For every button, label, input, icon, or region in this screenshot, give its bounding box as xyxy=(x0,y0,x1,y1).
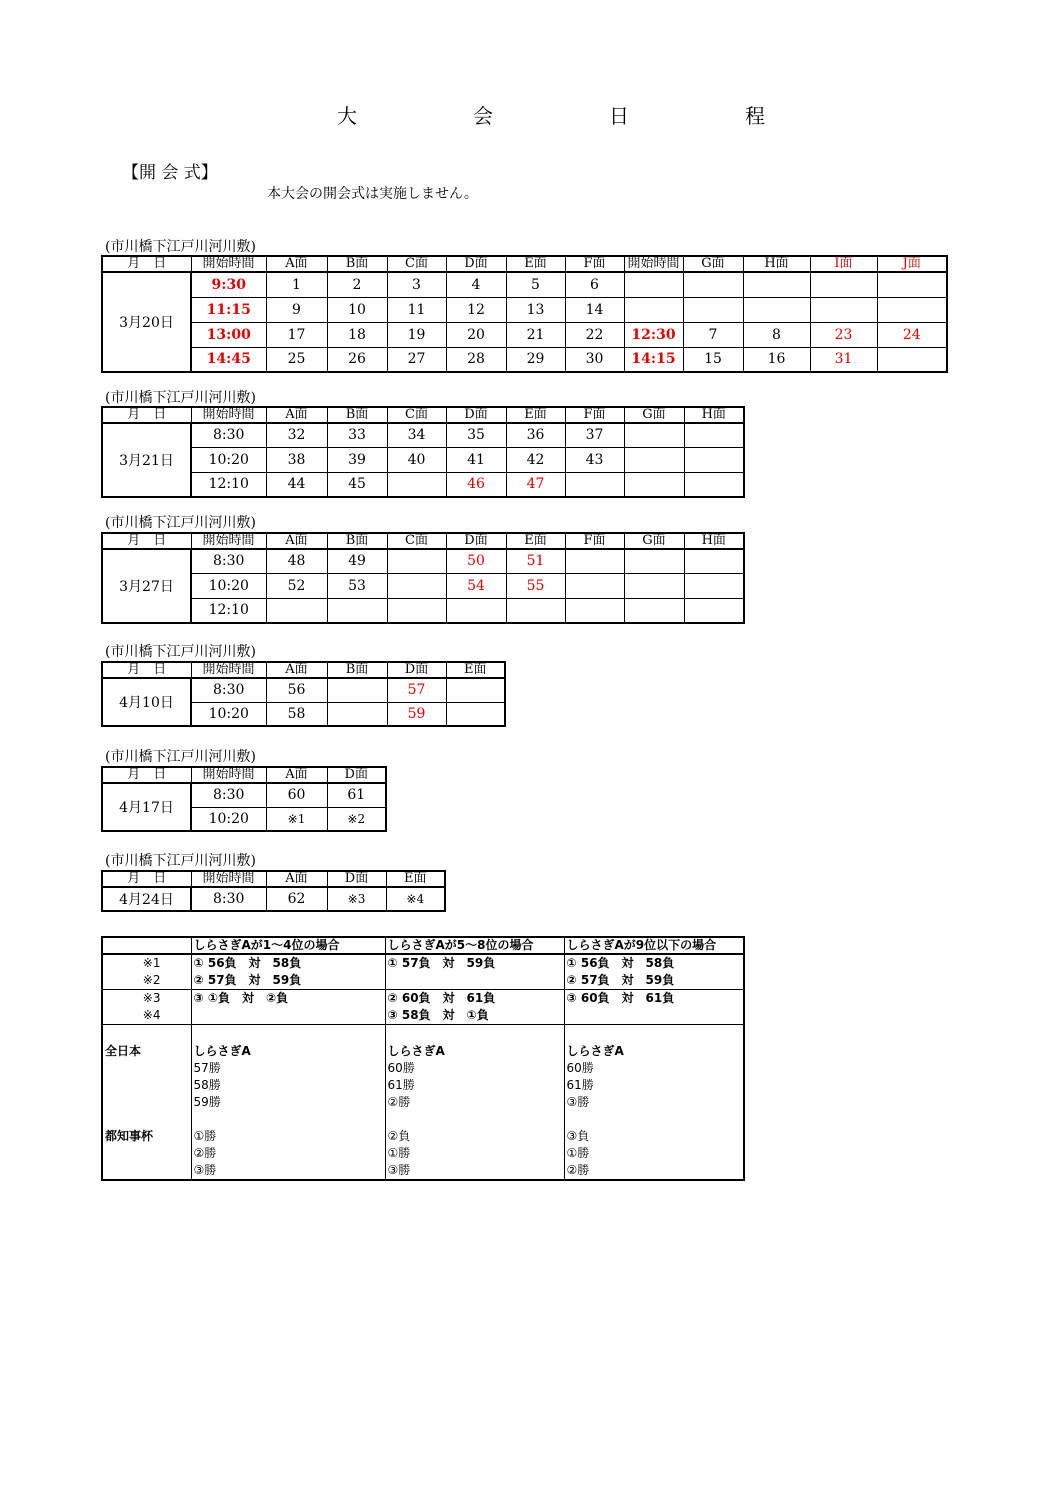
header-start-time: 開始時間 xyxy=(191,256,266,272)
header-court-e: E面 xyxy=(386,871,445,887)
header-start-time: 開始時間 xyxy=(191,662,266,678)
result-line: 61勝 xyxy=(566,1078,594,1092)
match-cell: 2 xyxy=(327,272,387,297)
match-cell xyxy=(684,598,744,623)
conditions-marks-group-1 xyxy=(102,954,191,990)
header-court-b: B面 xyxy=(327,256,387,272)
match-cell: 12 xyxy=(446,297,506,322)
match-cell xyxy=(877,297,947,322)
match-cell: 17 xyxy=(266,322,327,347)
condition-line: ① 57負 対 59負 xyxy=(387,956,496,970)
match-cell: 13 xyxy=(506,297,565,322)
match-cell: ※3 xyxy=(327,887,386,911)
match-cell xyxy=(624,472,684,497)
match-cell: 6 xyxy=(565,272,624,297)
match-cell xyxy=(877,272,947,297)
header-court-b: B面 xyxy=(327,662,387,678)
results-case3 xyxy=(564,1025,744,1181)
header-court-b: B面 xyxy=(327,407,387,423)
time-cell: 10:20 xyxy=(191,447,266,472)
schedule-table-0327 xyxy=(101,532,745,624)
match-cell: 34 xyxy=(387,423,446,447)
result-line: ③勝 xyxy=(387,1163,411,1177)
date-cell: 3月21日 xyxy=(102,423,191,497)
header-court-c: C面 xyxy=(387,256,446,272)
match-cell: 24 xyxy=(877,322,947,347)
header-start-time: 開始時間 xyxy=(191,767,266,783)
match-cell xyxy=(387,573,446,598)
match-cell: 9 xyxy=(266,297,327,322)
match-cell: 42 xyxy=(506,447,565,472)
header-court-g: G面 xyxy=(624,533,684,549)
result-line: 60勝 xyxy=(566,1061,594,1075)
header-court-h: H面 xyxy=(684,533,744,549)
match-cell: 45 xyxy=(327,472,387,497)
case1-group-1 xyxy=(191,954,385,990)
result-line: 59勝 xyxy=(193,1095,221,1109)
match-cell xyxy=(683,272,743,297)
time-cell: 12:10 xyxy=(191,598,266,623)
header-court-a: A面 xyxy=(266,871,327,887)
header-date: 月 日 xyxy=(102,533,191,549)
match-cell xyxy=(743,272,810,297)
zennihon-label: 全日本 xyxy=(105,1044,142,1058)
match-cell: 3 xyxy=(387,272,446,297)
match-cell: 47 xyxy=(506,472,565,497)
conditions-marks-group-2 xyxy=(102,990,191,1025)
match-cell: 30 xyxy=(565,347,624,372)
match-cell: 39 xyxy=(327,447,387,472)
result-line: ②勝 xyxy=(193,1146,217,1160)
date-cell: 4月17日 xyxy=(102,783,191,831)
header-court-b: B面 xyxy=(327,533,387,549)
match-cell: 33 xyxy=(327,423,387,447)
header-date: 月 日 xyxy=(102,407,191,423)
header-start-time: 開始時間 xyxy=(191,407,266,423)
condition-line: ② 60負 対 61負 xyxy=(387,991,496,1005)
condition-line: ③ 58負 対 ①負 xyxy=(387,1008,489,1022)
match-cell xyxy=(624,423,684,447)
time-cell xyxy=(624,297,683,322)
match-cell xyxy=(506,598,565,623)
match-cell xyxy=(684,549,744,573)
date-cell: 3月27日 xyxy=(102,549,191,623)
match-cell: 52 xyxy=(266,573,327,598)
match-cell: ※4 xyxy=(386,887,445,911)
page-title: 大 会 日 程 xyxy=(337,104,813,128)
match-cell: 53 xyxy=(327,573,387,598)
venue-label: (市川橋下江戸川河川敷) xyxy=(105,853,256,869)
date-cell: 4月10日 xyxy=(102,678,191,726)
match-cell xyxy=(810,297,877,322)
match-cell: 5 xyxy=(506,272,565,297)
conditions-table xyxy=(101,936,745,1181)
match-cell: 18 xyxy=(327,322,387,347)
condition-line: ① 56負 対 58負 xyxy=(566,956,675,970)
conditions-header-case2: しらさぎAが5～8位の場合 xyxy=(385,937,564,954)
match-cell xyxy=(684,573,744,598)
result-line: ②勝 xyxy=(387,1095,411,1109)
condition-line: ③ ①負 対 ②負 xyxy=(193,991,289,1005)
match-cell: 32 xyxy=(266,423,327,447)
match-cell: 21 xyxy=(506,322,565,347)
match-cell: 55 xyxy=(506,573,565,598)
header-court-e: E面 xyxy=(446,662,505,678)
result-line: ②負 xyxy=(387,1129,411,1143)
condition-line: ② 57負 対 59負 xyxy=(193,973,302,987)
result-line: 60勝 xyxy=(387,1061,415,1075)
mark-label: ※4 xyxy=(142,1008,161,1022)
header-court-d: D面 xyxy=(446,407,506,423)
case2-group-2 xyxy=(385,990,564,1025)
match-cell: 56 xyxy=(266,678,327,702)
match-cell: 23 xyxy=(810,322,877,347)
result-line: しらさぎA xyxy=(566,1044,624,1058)
time-cell: 12:30 xyxy=(624,322,683,347)
match-cell xyxy=(446,702,505,726)
header-start-time: 開始時間 xyxy=(191,871,266,887)
match-cell xyxy=(565,573,624,598)
venue-label: (市川橋下江戸川河川敷) xyxy=(105,390,256,406)
match-cell: 31 xyxy=(810,347,877,372)
schedule-table-0320 xyxy=(101,255,948,373)
mark-label: ※3 xyxy=(142,991,161,1005)
schedule-table-0417 xyxy=(101,766,387,832)
match-cell: 57 xyxy=(387,678,446,702)
case2-group-1 xyxy=(385,954,564,990)
time-cell: 13:00 xyxy=(191,322,266,347)
match-cell: 43 xyxy=(565,447,624,472)
match-cell: 61 xyxy=(327,783,386,807)
result-line: ③勝 xyxy=(566,1095,590,1109)
ceremony-heading: 【開 会 式】 xyxy=(122,163,218,183)
match-cell: 7 xyxy=(683,322,743,347)
match-cell: 22 xyxy=(565,322,624,347)
result-line: ②勝 xyxy=(566,1163,590,1177)
match-cell xyxy=(624,598,684,623)
time-cell: 10:20 xyxy=(191,702,266,726)
match-cell: 20 xyxy=(446,322,506,347)
results-labels xyxy=(102,1025,191,1181)
match-cell: 54 xyxy=(446,573,506,598)
match-cell xyxy=(387,549,446,573)
match-cell xyxy=(327,702,387,726)
match-cell: 15 xyxy=(683,347,743,372)
time-cell: 14:15 xyxy=(624,347,683,372)
time-cell: 10:20 xyxy=(191,807,266,831)
match-cell: 36 xyxy=(506,423,565,447)
conditions-header-case3: しらさぎAが9位以下の場合 xyxy=(564,937,744,954)
match-cell xyxy=(624,549,684,573)
match-cell xyxy=(624,573,684,598)
conditions-header-blank xyxy=(102,937,191,954)
time-cell: 8:30 xyxy=(191,423,266,447)
time-cell: 12:10 xyxy=(191,472,266,497)
date-cell: 3月20日 xyxy=(102,272,191,372)
time-cell: 8:30 xyxy=(191,549,266,573)
case3-group-2 xyxy=(564,990,744,1025)
header-court-i: I面 xyxy=(810,256,877,272)
match-cell xyxy=(565,598,624,623)
header-court-a: A面 xyxy=(266,767,327,783)
match-cell xyxy=(684,472,744,497)
match-cell xyxy=(565,549,624,573)
match-cell xyxy=(624,447,684,472)
match-cell xyxy=(327,598,387,623)
header-court-d: D面 xyxy=(327,767,386,783)
header-court-f: F面 xyxy=(565,256,624,272)
match-cell: 37 xyxy=(565,423,624,447)
case3-group-1 xyxy=(564,954,744,990)
venue-label: (市川橋下江戸川河川敷) xyxy=(105,749,256,765)
match-cell xyxy=(810,272,877,297)
header-date: 月 日 xyxy=(102,662,191,678)
schedule-table-0321 xyxy=(101,406,745,498)
match-cell: 41 xyxy=(446,447,506,472)
header-start-time-2: 開始時間 xyxy=(624,256,683,272)
venue-label: (市川橋下江戸川河川敷) xyxy=(105,644,256,660)
match-cell: 35 xyxy=(446,423,506,447)
mark-label: ※1 xyxy=(142,956,161,970)
header-court-g: G面 xyxy=(683,256,743,272)
match-cell: ※2 xyxy=(327,807,386,831)
match-cell: 28 xyxy=(446,347,506,372)
header-court-c: C面 xyxy=(387,533,446,549)
match-cell: 49 xyxy=(327,549,387,573)
match-cell xyxy=(684,447,744,472)
header-court-d: D面 xyxy=(327,871,386,887)
match-cell xyxy=(387,598,446,623)
header-court-g: G面 xyxy=(624,407,684,423)
match-cell: 26 xyxy=(327,347,387,372)
match-cell: 40 xyxy=(387,447,446,472)
match-cell xyxy=(387,472,446,497)
header-court-h: H面 xyxy=(684,407,744,423)
match-cell xyxy=(877,347,947,372)
match-cell: 38 xyxy=(266,447,327,472)
header-court-d: D面 xyxy=(387,662,446,678)
header-court-d: D面 xyxy=(446,533,506,549)
condition-line: ① 56負 対 58負 xyxy=(193,956,302,970)
header-court-e: E面 xyxy=(506,256,565,272)
header-date: 月 日 xyxy=(102,871,191,887)
date-cell: 4月24日 xyxy=(102,887,191,911)
header-court-j: J面 xyxy=(877,256,947,272)
match-cell xyxy=(684,423,744,447)
match-cell: 14 xyxy=(565,297,624,322)
header-court-a: A面 xyxy=(266,407,327,423)
match-cell: 27 xyxy=(387,347,446,372)
match-cell xyxy=(565,472,624,497)
match-cell: 4 xyxy=(446,272,506,297)
match-cell: 51 xyxy=(506,549,565,573)
match-cell xyxy=(327,678,387,702)
result-line: 58勝 xyxy=(193,1078,221,1092)
match-cell: 10 xyxy=(327,297,387,322)
match-cell: 25 xyxy=(266,347,327,372)
header-court-a: A面 xyxy=(266,256,327,272)
result-line: ③勝 xyxy=(193,1163,217,1177)
header-start-time: 開始時間 xyxy=(191,533,266,549)
time-cell: 8:30 xyxy=(191,678,266,702)
result-line: ①勝 xyxy=(387,1146,411,1160)
header-court-e: E面 xyxy=(506,533,565,549)
tochiji-label: 都知事杯 xyxy=(105,1129,154,1143)
match-cell: 29 xyxy=(506,347,565,372)
time-cell: 14:45 xyxy=(191,347,266,372)
result-line: ①勝 xyxy=(566,1146,590,1160)
time-cell: 11:15 xyxy=(191,297,266,322)
match-cell: 48 xyxy=(266,549,327,573)
match-cell: 44 xyxy=(266,472,327,497)
schedule-table-0410 xyxy=(101,661,506,727)
result-line: しらさぎA xyxy=(387,1044,445,1058)
match-cell: 58 xyxy=(266,702,327,726)
results-case2 xyxy=(385,1025,564,1181)
match-cell: 59 xyxy=(387,702,446,726)
match-cell: 46 xyxy=(446,472,506,497)
case1-group-2 xyxy=(191,990,385,1025)
time-cell xyxy=(624,272,683,297)
match-cell: ※1 xyxy=(266,807,327,831)
time-cell: 9:30 xyxy=(191,272,266,297)
header-court-f: F面 xyxy=(565,407,624,423)
venue-label: (市川橋下江戸川河川敷) xyxy=(105,515,256,531)
match-cell: 19 xyxy=(387,322,446,347)
schedule-table-0424 xyxy=(101,870,446,912)
condition-line: ② 57負 対 59負 xyxy=(566,973,675,987)
match-cell xyxy=(683,297,743,322)
time-cell: 8:30 xyxy=(191,783,266,807)
match-cell: 16 xyxy=(743,347,810,372)
match-cell: 1 xyxy=(266,272,327,297)
match-cell: 8 xyxy=(743,322,810,347)
result-line: ①勝 xyxy=(193,1129,217,1143)
match-cell xyxy=(446,678,505,702)
header-date: 月 日 xyxy=(102,256,191,272)
condition-line: ③ 60負 対 61負 xyxy=(566,991,675,1005)
venue-label: (市川橋下江戸川河川敷) xyxy=(105,239,256,255)
result-line: 61勝 xyxy=(387,1078,415,1092)
match-cell xyxy=(446,598,506,623)
header-court-d: D面 xyxy=(446,256,506,272)
result-line: しらさぎA xyxy=(193,1044,251,1058)
mark-label: ※2 xyxy=(142,973,161,987)
header-court-f: F面 xyxy=(565,533,624,549)
match-cell: 50 xyxy=(446,549,506,573)
match-cell xyxy=(266,598,327,623)
match-cell: 62 xyxy=(266,887,327,911)
header-court-h: H面 xyxy=(743,256,810,272)
match-cell: 60 xyxy=(266,783,327,807)
header-date: 月 日 xyxy=(102,767,191,783)
result-line: ③負 xyxy=(566,1129,590,1143)
result-line: 57勝 xyxy=(193,1061,221,1075)
header-court-e: E面 xyxy=(506,407,565,423)
time-cell: 10:20 xyxy=(191,573,266,598)
results-case1 xyxy=(191,1025,385,1181)
header-court-a: A面 xyxy=(266,662,327,678)
header-court-a: A面 xyxy=(266,533,327,549)
ceremony-note: 本大会の開会式は実施しません。 xyxy=(267,186,478,202)
header-court-c: C面 xyxy=(387,407,446,423)
time-cell: 8:30 xyxy=(191,887,266,911)
match-cell: 11 xyxy=(387,297,446,322)
match-cell xyxy=(743,297,810,322)
conditions-header-case1: しらさぎAが1～4位の場合 xyxy=(191,937,385,954)
